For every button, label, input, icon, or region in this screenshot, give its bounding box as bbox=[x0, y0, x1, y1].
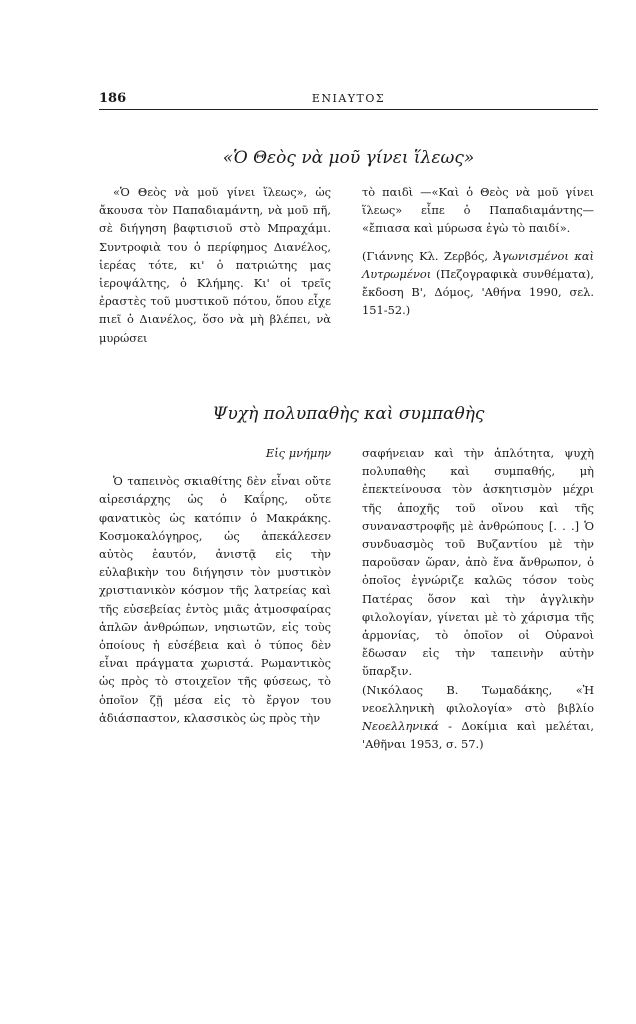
citation-text: (Γιάννης Κλ. Ζερβός, bbox=[362, 248, 494, 263]
section-1-right-column bbox=[362, 183, 594, 319]
section-1-left-column bbox=[99, 183, 331, 347]
running-head: ΕΝΙΑΥΤΟΣ bbox=[311, 92, 386, 105]
section-1-paragraph-continued: τὸ παιδὶ —«Καὶ ὁ Θεὸς νὰ μοῦ γίνει ἵλεως» εἶπε ὁ Παπαδιαμάντης— «ἔπιασα καὶ μύρωσα ἐγὼ τὸ παιδί». bbox=[362, 185, 594, 236]
section-2-source-citation bbox=[362, 681, 594, 754]
section-2-paragraph-continued: σαφήνειαν καὶ τὴν ἁπλότητα, ψυχὴ πολυπαθὴς καὶ συμπαθής, μὴ ἐπεκτείνουσα τὸν ἀσκητισμὸν μέχρι τῆς ἀποχῆς τοῦ οἴνου καὶ τῆς συναναστροφῆς μὲ ἀνθρώπους [. . .] Ὁ συνδυασμὸς τοῦ Βυζαντίου μὲ τὴν παροῦσαν ὥραν, ἀπὸ ἕνα ἄνθρωπον, ὁ ὁποῖος ἐγνώριζε καλῶς τόσον τοὺς Πατέρας ὅσον καὶ τὴν ἀγγλικὴν φιλολογίαν, γίνεται μὲ τὸ χάρισμα τῆς ἁρμονίας, τὸ ὁποῖον οἱ Οὐρανοὶ ἔδωσαν εἰς τὴν ταπεινὴν αὐτὴν ὕπαρξιν. bbox=[362, 446, 594, 679]
citation-text: (Πεζογραφικὰ συνθέματα), ἔκδοση Β', Δόμος, 'Αθήνα 1990, σελ. 151-52.) bbox=[362, 266, 594, 318]
citation-text: - Δοκίμια καὶ μελέται, 'Αθῆναι 1953, σ. 57.) bbox=[362, 719, 594, 752]
header-rule bbox=[99, 109, 598, 110]
page-number: 186 bbox=[99, 91, 127, 106]
citation-book-title: Ἀγωνισμένοι καὶ Λυτρωμένοι bbox=[362, 248, 594, 281]
page-header bbox=[99, 91, 598, 109]
section-2-paragraph: Ὁ ταπεινὸς σκιαθίτης δὲν εἶναι οὔτε αἱρεσιάρχης ὡς ὁ Καΐρης, οὔτε φανατικὸς ὡς κατόπιν ὁ Μακράκης. Κοσμοκαλόγηρος, ὡς ἀπεκάλεσεν αὐτὸς ἑαυτόν, ἀνιστᾷ εἰς τὴν εὐλαβικὴν του διήγησιν τὸν μυστικὸν χριστιανικὸν κόσμον τῆς λατρείας καὶ τῆς εὐσεβείας ἐντὸς μιᾶς ἀτμοσφαίρας ἁπλῶν ἀνθρώπων, νησιωτῶν, εἰς τοὺς ὁποίους ἡ εὐσέβεια καὶ ὁ τύπος δὲν εἶναι πράγματα χωριστά. Ρωμαντικὸς ὡς πρὸς τὸ στοιχεῖον τῆς φύσεως, τὸ ὁποῖον ζῇ μέσα εἰς τὸ ἔργον του ἀδιάσπαστον, κλασσικὸς ὡς πρὸς τὴν bbox=[99, 474, 331, 725]
section-title-1: «Ὁ Θεὸς νὰ μοῦ γίνει ἵλεως» bbox=[222, 148, 475, 168]
section-title-2: Ψυχὴ πολυπαθὴς καὶ συμπαθὴς bbox=[212, 404, 485, 424]
section-2-right-column bbox=[362, 444, 594, 753]
citation-text: (Νικόλαος Β. Τωμαδάκης, «Ἡ νεοελληνικὴ φιλολογία» στὸ βιβλίο bbox=[362, 682, 594, 715]
citation-book-title: Νεοελληνικά bbox=[362, 719, 439, 734]
section-2-left-column bbox=[99, 444, 331, 727]
section-1-paragraph: «Ὁ Θεὸς νὰ μοῦ γίνει ἵλεως», ὡς ἄκουσα τὸν Παπαδιαμάντη, νὰ μοῦ πῆ, σὲ διήγηση βαφτισιοῦ στὸ Μπραχάμι. Συντροφιὰ του ὁ περίφημος Διανέλος, ἱερέας τότε, κι' ὁ πατριώτης μας ἱεροψάλτης, ὁ Κλήμης. Κι' οἱ τρεῖς ἐραστὲς τοῦ μυστικοῦ πότου, ὅπου εἶχε πιεῖ ὁ Διανέλος, ὅσο νὰ μὴ βλέπει, νὰ μυρώσει bbox=[99, 185, 331, 345]
section-1-source-citation bbox=[362, 247, 594, 320]
epigraph: Εἰς μνήμην bbox=[265, 446, 331, 460]
